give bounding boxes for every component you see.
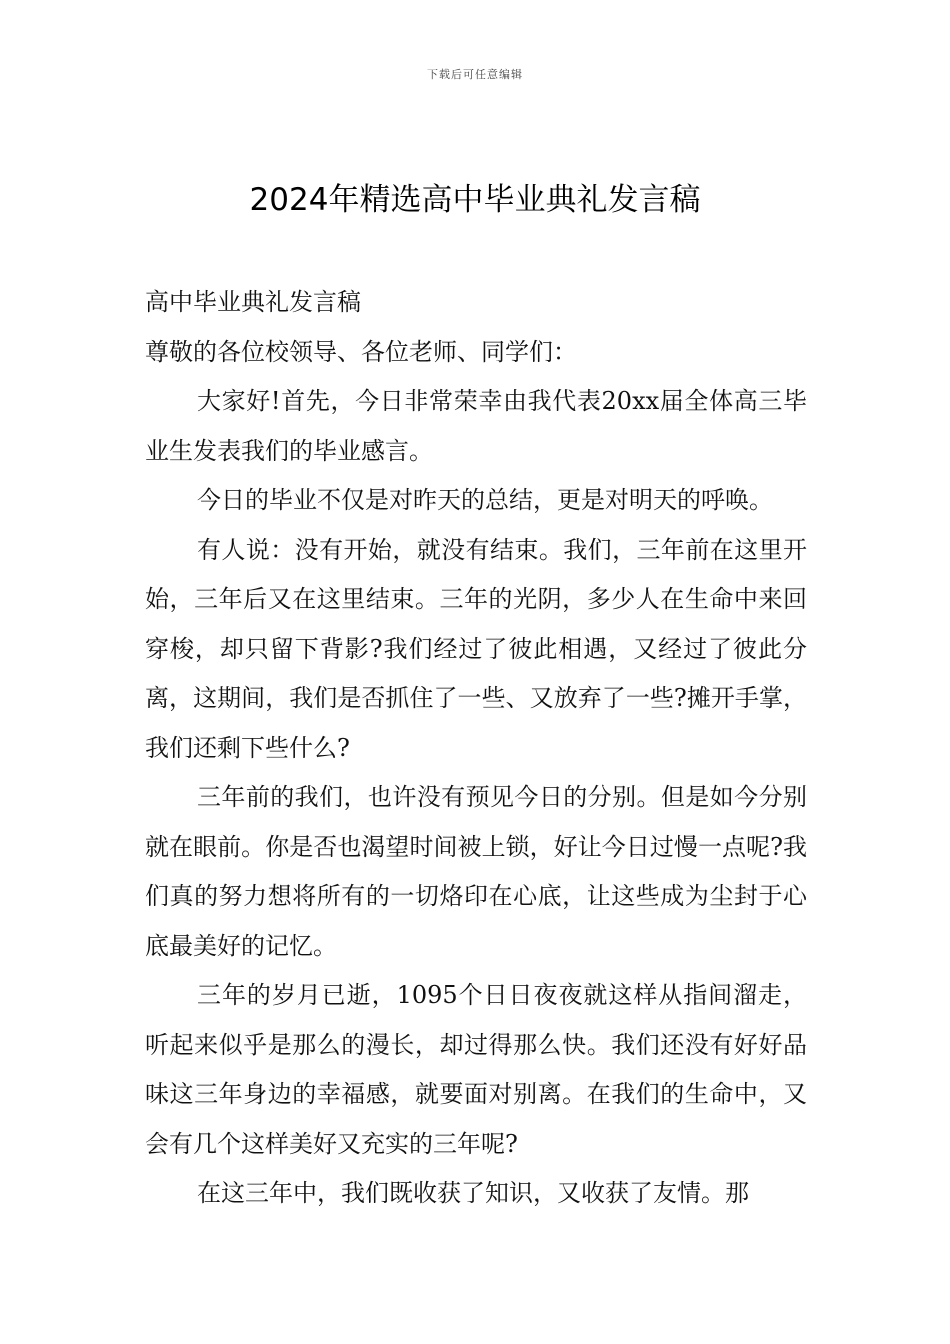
document-title: 2024年精选高中毕业典礼发言稿 (249, 182, 701, 218)
paragraph: 今日的毕业不仅是对昨天的总结，更是对明天的呼唤。 (197, 486, 773, 514)
paragraph: 三年的岁月已逝，1095个日日夜夜就这样从指间溜走，听起来似乎是那么的漫长，却过得那么快。我们还没有好好品味这三年身边的幸福感，就要面对别离。在我们的生命中，又会有几个这样美好又充实的三年呢? (145, 981, 807, 1158)
document-body (145, 278, 807, 1219)
paragraph: 在这三年中，我们既收获了知识，又收获了友情。那 (197, 1179, 749, 1207)
salutation: 尊敬的各位校领导、各位老师、同学们： (145, 337, 577, 366)
document-subtitle: 高中毕业典礼发言稿 (145, 288, 361, 316)
header-note: 下载后可任意编辑 (427, 68, 523, 81)
paragraph: 大家好!首先，今日非常荣幸由我代表20xx届全体高三毕业生发表我们的毕业感言。 (145, 387, 807, 465)
paragraph: 有人说：没有开始，就没有结束。我们，三年前在这里开始，三年后又在这里结束。三年的光阴，多少人在生命中来回穿梭，却只留下背影?我们经过了彼此相遇，又经过了彼此分离，这期间，我们是否抓住了一些、又放弃了一些?摊开手掌，我们还剩下些什么? (145, 535, 807, 762)
paragraph: 三年前的我们，也许没有预见今日的分别。但是如今分别就在眼前。你是否也渴望时间被上锁，好让今日过慢一点呢?我们真的努力想将所有的一切烙印在心底，让这些成为尘封于心底最美好的记忆。 (145, 783, 807, 960)
